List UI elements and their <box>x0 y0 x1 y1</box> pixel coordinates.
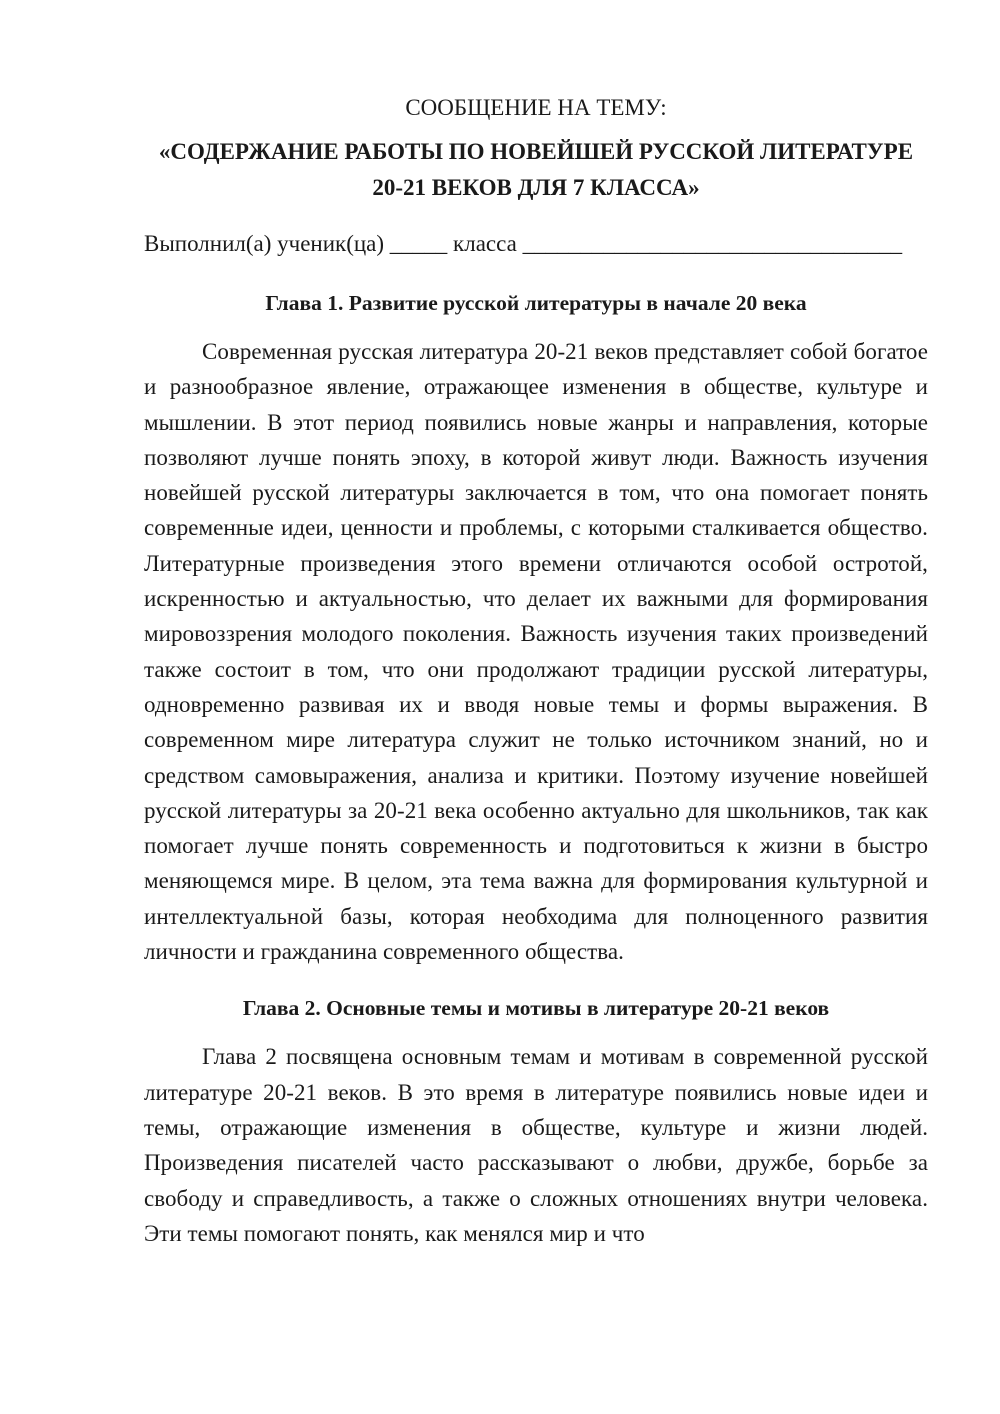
chapter-1-title: Глава 1. Развитие русской литературы в начале 20 века <box>265 291 807 315</box>
author-byline: Выполнил(а) ученик(ца) _____ класса _________________________________ <box>144 231 903 256</box>
document-title: «СОДЕРЖАНИЕ РАБОТЫ ПО НОВЕЙШЕЙ РУССКОЙ ЛИТЕРАТУРЕ 20-21 ВЕКОВ ДЛЯ 7 КЛАССА» <box>158 139 914 200</box>
chapter-1-paragraph: Современная русская литература 20-21 веков представляет собой богатое и разнообразное явление, отражающее изменения в обществе, культуре и мышлении. В этот период появились новые жанры и направления, которые позволяют лучше понять эпоху, в которой живут люди. Важность изучения новейшей русской литературы заключается в том, что она помогает понять современные идеи, ценности и проблемы, с которыми сталкивается общество. Литературные произведения этого времени отличаются особой остротой, искренностью и актуальностью, что делает их важными для формирования мировоззрения молодого поколения. Важность изучения таких произведений также состоит в том, что они продолжают традиции русской литературы, одновременно развивая их и вводя новые темы и формы выражения. В современном мире литература служит не только источником знаний, но и средством самовыражения, анализа и критики. Поэтому изучение новейшей русской литературы за 20-21 века особенно актуально для школьников, так как помогает лучше понять современность и подготовиться к жизни в быстро меняющемся мире. В целом, эта тема важна для формирования культурной и интеллектуальной базы, которая необходима для полноценного развития личности и гражданина современного общества. <box>144 339 928 965</box>
document-heading: СООБЩЕНИЕ НА ТЕМУ: <box>405 95 667 120</box>
chapter-2-paragraph: Глава 2 посвящена основным темам и мотивам в современной русской литературе 20-21 веков. В это время в литературе появились новые идеи и темы, отражающие изменения в обществе, культуре и жизни людей. Произведения писателей часто рассказывают о любви, дружбе, борьбе за свободу и справедливость, а также о сложных отношениях внутри человека. Эти темы помогают понять, как менялся мир и что <box>144 1044 928 1246</box>
document-page <box>144 90 928 1251</box>
chapter-2-title: Глава 2. Основные темы и мотивы в литературе 20-21 веков <box>242 996 830 1021</box>
